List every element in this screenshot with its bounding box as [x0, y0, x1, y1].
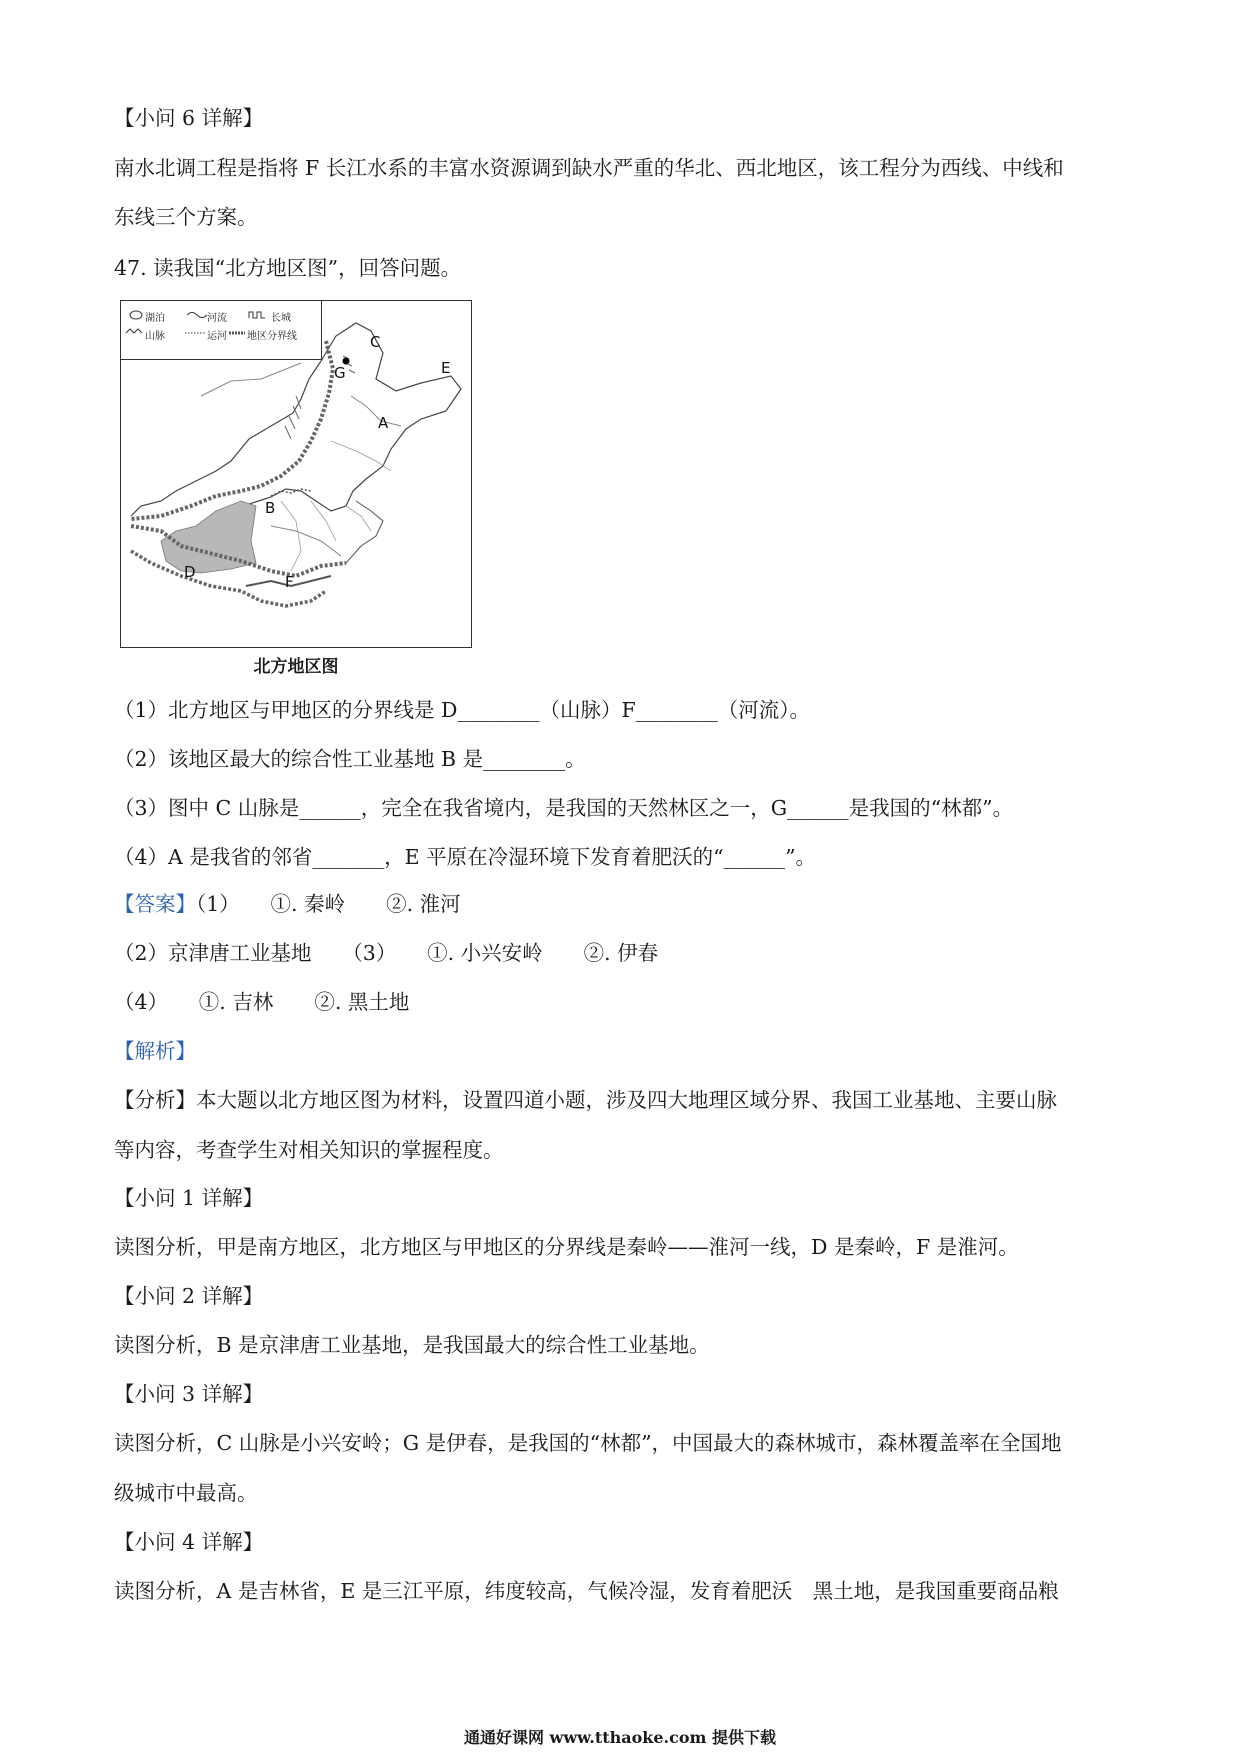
map-frame [120, 300, 472, 648]
answer-text: （1） ①. 秦岭 ②. 淮河 [196, 892, 461, 916]
legend-symbols [121, 301, 321, 359]
subquestion-6-heading: 【小问 6 详解】 [114, 106, 264, 130]
subquestion-3-heading: 【小问 3 详解】 [114, 1382, 264, 1406]
explanation-line: 读图分析，A 是吉林省，E 是三江平原，纬度较高，气候冷湿，发育着肥沃 黑土地，是我国重要商品粮 [114, 1579, 1059, 1603]
analysis-line: 等内容，考查学生对相关知识的掌握程度。 [114, 1138, 504, 1162]
answer-tag: 【答案】 [114, 892, 196, 916]
answer-line-1 [114, 890, 461, 918]
legend-great-wall: 长城 [271, 313, 291, 324]
explanation-line: 读图分析，甲是南方地区，北方地区与甲地区的分界线是秦岭——淮河一线，D 是秦岭，F 是淮河。 [114, 1235, 1019, 1259]
paragraph-line: 南水北调工程是指将 F 长江水系的丰富水资源调到缺水严重的华北、西北地区，该工程分为西线、中线和 [114, 156, 1064, 180]
answer-line-2: （2）京津唐工业基地 （3） ①. 小兴安岭 ②. 伊春 [114, 941, 659, 965]
legend-canal: 运河 [207, 331, 227, 342]
subquestion-2-heading: 【小问 2 详解】 [114, 1284, 264, 1308]
map-label-f: F [285, 573, 294, 591]
subquestion-4-heading: 【小问 4 详解】 [114, 1530, 264, 1554]
map-legend [121, 301, 322, 360]
explanation-line: 读图分析，C 山脉是小兴安岭；G 是伊春，是我国的“林都”，中国最大的森林城市，森林覆盖率在全国地 [114, 1431, 1062, 1455]
explanation-line: 级城市中最高。 [114, 1481, 258, 1505]
map-label-b: B [265, 499, 276, 517]
subquestion-1-heading: 【小问 1 详解】 [114, 1186, 264, 1210]
question-3: （3）图中 C 山脉是______，完全在我省境内，是我国的天然林区之一，G______是我国的“林都”。 [114, 796, 1014, 820]
legend-river: 河流 [207, 313, 227, 324]
legend-mountain: 山脉 [145, 331, 165, 342]
explanation-line: 读图分析，B 是京津唐工业基地，是我国最大的综合性工业基地。 [114, 1333, 710, 1357]
map-label-g: G [334, 364, 346, 382]
analysis-tag: 【解析】 [114, 1039, 196, 1063]
north-region-map [120, 300, 472, 677]
map-label-d: D [184, 563, 196, 581]
map-label-a: A [378, 414, 389, 432]
page-footer: 通通好课网 www.tthaoke.com 提供下载 [463, 1728, 777, 1747]
question-2: （2）该地区最大的综合性工业基地 B 是________。 [114, 747, 586, 771]
legend-lake: 湖泊 [145, 313, 165, 324]
question-4: （4）A 是我省的邻省_______，E 平原在冷湿环境下发育着肥沃的“______”。 [114, 845, 817, 869]
map-label-e: E [441, 359, 451, 377]
question-47-title: 47. 读我国“北方地区图”，回答问题。 [114, 256, 462, 280]
question-1: （1）北方地区与甲地区的分界线是 D________（山脉）F________（河流）。 [114, 698, 810, 722]
legend-boundary: 地区分界线 [247, 331, 297, 342]
analysis-line: 【分析】本大题以北方地区图为材料，设置四道小题，涉及四大地理区域分界、我国工业基地、主要山脉 [114, 1088, 1057, 1112]
paragraph-line: 东线三个方案。 [114, 205, 258, 229]
answer-line-3: （4） ①. 吉林 ②. 黑土地 [114, 990, 410, 1014]
map-caption: 北方地区图 [253, 657, 339, 677]
map-label-c: C [370, 333, 381, 351]
